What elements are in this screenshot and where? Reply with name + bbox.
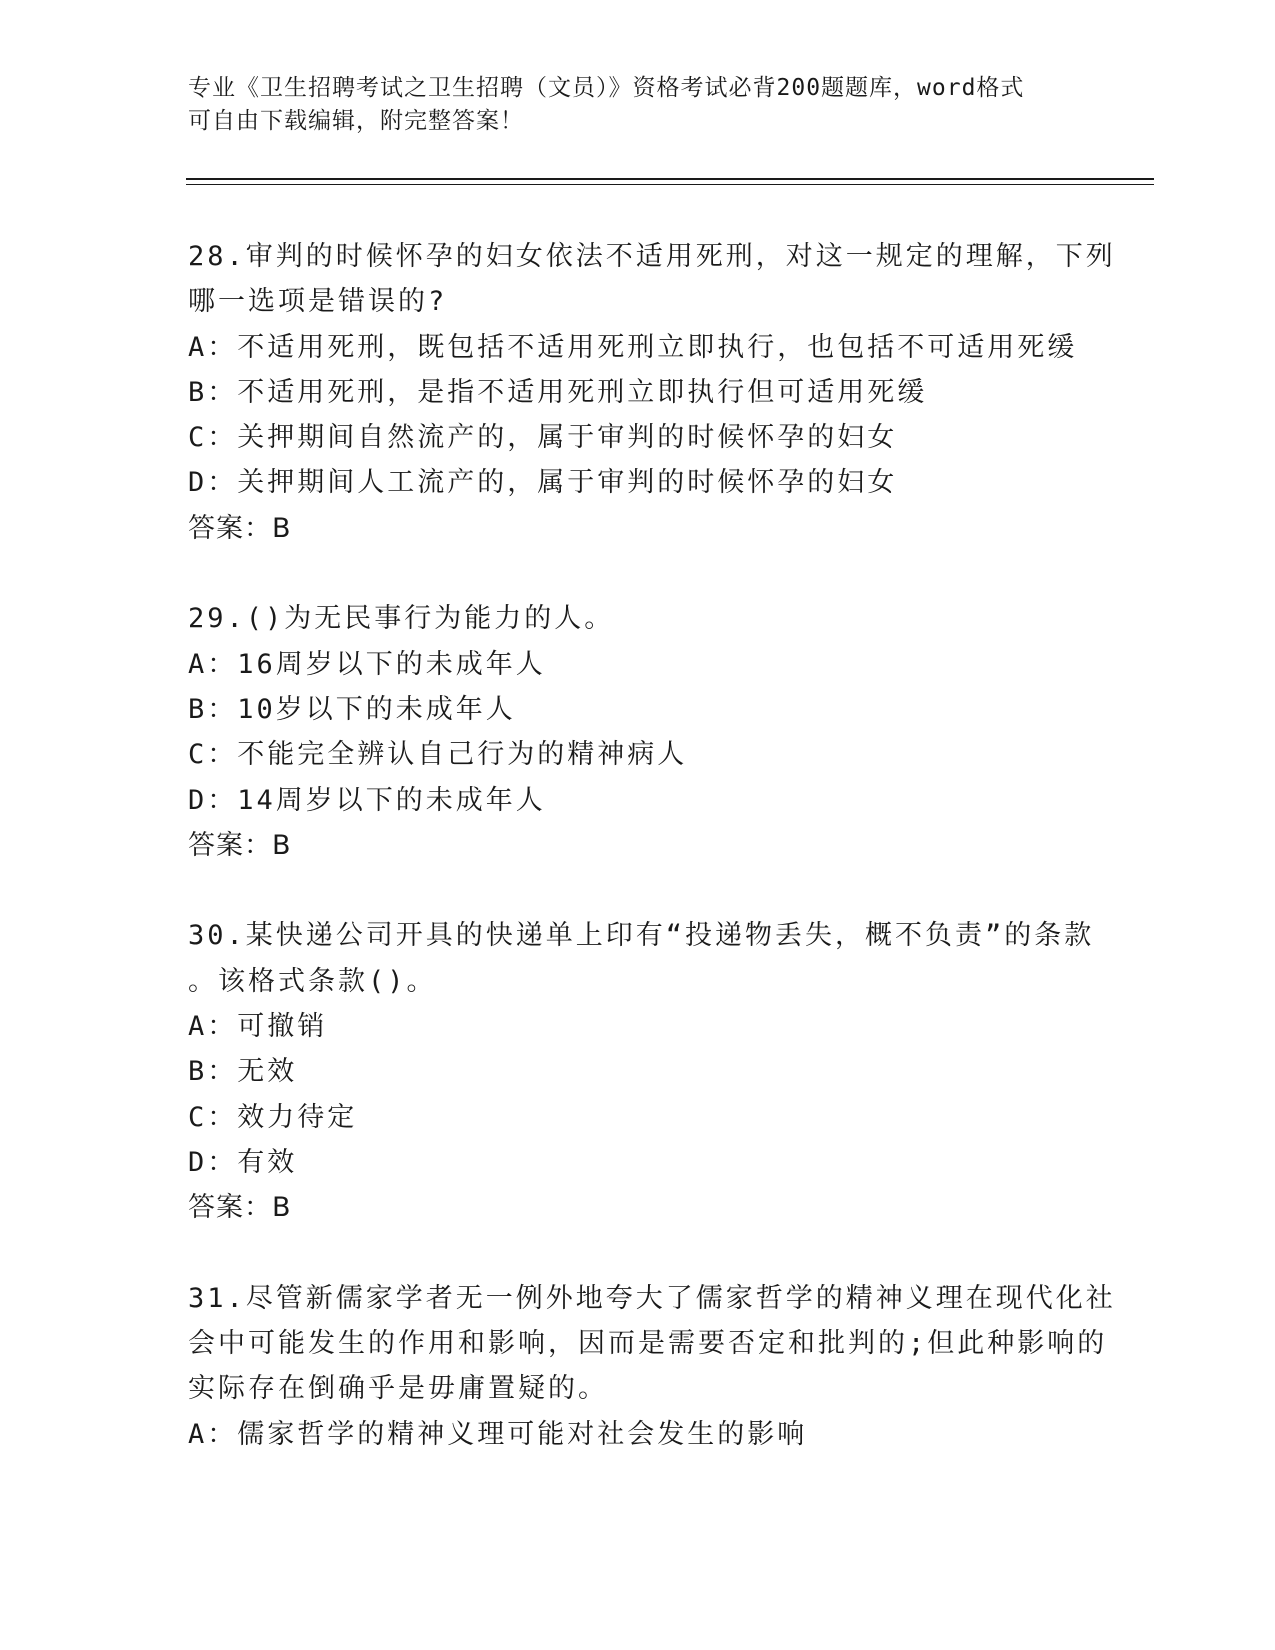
question-option: A：不适用死刑，既包括不适用死刑立即执行，也包括不可适用死缓 (188, 331, 1078, 363)
question-option: B：无效 (188, 1056, 298, 1088)
question-option: D：14周岁以下的未成年人 (188, 784, 546, 816)
question-text: 实际存在倒确乎是毋庸置疑的。 (188, 1373, 608, 1405)
question-text: 会中可能发生的作用和影响，因而是需要否定和批判的;但此种影响的 (188, 1328, 1108, 1360)
question-block (188, 913, 1095, 1230)
header-rule-thick (186, 178, 1154, 180)
header-line-2: 可自由下载编辑，附完整答案！ (188, 108, 524, 134)
answer-line: 答案：B (188, 512, 292, 544)
question-text: 30.某快递公司开具的快递单上印有“投递物丢失，概不负责”的条款 (188, 920, 1095, 952)
question-option: D：关押期间人工流产的，属于审判的时候怀孕的妇女 (188, 467, 898, 499)
question-block (188, 1276, 1116, 1457)
header-line-1: 专业《卫生招聘考试之卫生招聘（文员）》资格考试必背200题题库，word格式 (188, 75, 1025, 101)
question-option: A：16周岁以下的未成年人 (188, 648, 546, 680)
question-text: 28.审判的时候怀孕的妇女依法不适用死刑，对这一规定的理解，下列 (188, 241, 1116, 272)
question-option: C：关押期间自然流产的，属于审判的时候怀孕的妇女 (188, 422, 898, 454)
question-text: 31.尽管新儒家学者无一例外地夸大了儒家哲学的精神义理在现代化社 (188, 1282, 1116, 1314)
question-option: D：有效 (188, 1146, 298, 1178)
question-option: B：10岁以下的未成年人 (188, 693, 516, 725)
document-header (188, 72, 1088, 138)
question-block (188, 596, 1088, 868)
question-option: A：儒家哲学的精神义理可能对社会发生的影响 (188, 1418, 808, 1450)
question-list (188, 234, 1116, 1502)
answer-line: 答案：B (188, 829, 292, 861)
question-option: A：可撤销 (188, 1011, 328, 1043)
question-option: C：不能完全辨认自己行为的精神病人 (188, 739, 688, 771)
question-text: 。该格式条款()。 (188, 965, 437, 997)
question-text: 29.()为无民事行为能力的人。 (188, 603, 615, 635)
question-option: B：不适用死刑，是指不适用死刑立即执行但可适用死缓 (188, 376, 928, 408)
question-block (188, 234, 1116, 551)
question-text: 哪一选项是错误的? (188, 286, 448, 318)
question-option: C：效力待定 (188, 1101, 358, 1133)
header-rule-thin (186, 184, 1154, 185)
answer-line: 答案：B (188, 1192, 292, 1224)
